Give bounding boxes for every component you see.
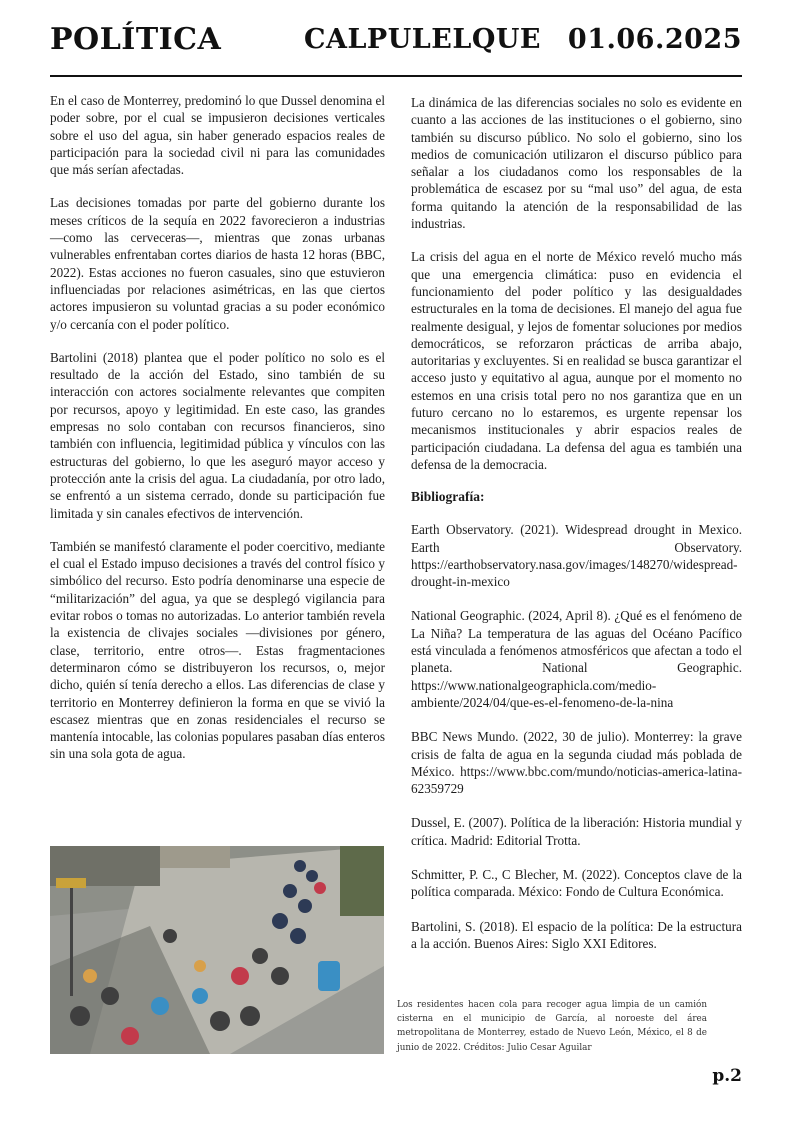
paragraph: También se manifestó claramente el poder coercitivo, mediante el cual el Estado impuso decisiones a través del control físico y simbólico del recurso. Esto podría denominarse una especie de “militarización” del agua, ya que se desplegó vigilancia para evitar robos o tomas no autorizadas. Lo anterior también revela la existencia de clivajes sociales —divisiones por género, clase, territorio, entre otros—. Estas fragmentaciones determinaron cómo se distribuyeron los recursos, o, mejor dicho, quién sí tenía derecho a ellos. Las diferencias de clase y territorio en Monterrey definieron la forma en que se vivió la escasez mientras que en zonas residenciales el recurso se mantenía intocable, las colonias populares pasaban días enteros sin una sola gota de agua. <box>50 538 385 762</box>
paragraph: La crisis del agua en el norte de México reveló mucho más que una emergencia climática: puso en evidencia el funcionamiento del poder político y las desigualdades estructurales en la toma de decisiones. El manejo del agua fue realmente desigual, y lejos de fomentar soluciones por medios democráticos, se reforzaron prácticas de arriba abajo, autoritarias y excluyentes. Si en realidad se busca garantizar el acceso justo y equitativo al agua, aunque por el momento no estemos en una crisis total pero no nos garantiza que en un futuro cercano no lo estaremos, es urgente repensar los mecanismos institucionales y abrir espacios reales de participación ciudadana. La defensa del agua es también una defensa de la democracia. <box>411 249 742 472</box>
bibliography-entry: National Geographic. (2024, April 8). ¿Qué es el fenómeno de La Niña? La temperatura de las aguas del Océano Pacífico está vinculada a fenómenos atmosféricos que afectan a todo el planeta. National Geographic. https://www.nationalgeographicla.com/medio-ambiente/2024/04/que-es-el-fenomeno-de-la-nina <box>411 608 742 710</box>
page-header <box>50 24 742 74</box>
bibliography-entry: Earth Observatory. (2021). Widespread drought in Mexico. Earth Observatory. https://earthobservatory.nasa.gov/images/148270/widespread-drought-in-mexico <box>411 522 742 590</box>
news-photo <box>50 846 384 1054</box>
page-number: p.2 <box>712 1066 742 1086</box>
location-title: CALPULELQUE <box>304 24 541 55</box>
paragraph: Las decisiones tomadas por parte del gobierno durante los meses críticos de la sequía en 2022 favorecieron a industrias —como las cerveceras—, mientras que zonas urbanas vulnerables enfrentaban cortes diarios de hasta 12 horas (BBC, 2022). Estas acciones no fueron casuales, sino que estuvieron influenciadas por relaciones asimétricas, en las que ciertos actores impusieron su voluntad gracias a su poder económico y/o cercanía con el poder político. <box>50 195 385 332</box>
bibliography-entry: Dussel, E. (2007). Política de la liberación: Historia mundial y crítica. Madrid: Editorial Trotta. <box>411 815 742 848</box>
bibliography-entry: Schmitter, P. C., C Blecher, M. (2022). Conceptos clave de la política comparada. México: Fondo de Cultura Económica. <box>411 866 742 900</box>
right-column <box>411 94 742 969</box>
bibliography-entry: BBC News Mundo. (2022, 30 de julio). Monterrey: la grave crisis de falta de agua en la segunda ciudad más poblada de México. https://www.bbc.com/mundo/noticias-america-latina-62359729 <box>411 729 742 797</box>
issue-date: 01.06.2025 <box>567 24 742 55</box>
photo-caption: Los residentes hacen cola para recoger agua limpia de un camión cisterna en el municipio de García, al noroeste del área metropolitana de Monterrey, estado de Nuevo León, México, el 8 de junio de 2022. Créditos: Julio Cesar Aguilar <box>397 1000 707 1053</box>
paragraph: En el caso de Monterrey, predominó lo que Dussel denomina el poder sobre, por el cual se impusieron decisiones verticales sobre el uso del agua, sin haber generado espacios reales de participación para la sociedad civil ni para las comunidades que más serían afectadas. <box>50 93 385 178</box>
paragraph: Bartolini (2018) plantea que el poder político no solo es el resultado de la acción del Estado, sino también de su interacción con actores socialmente relevantes que compiten por recursos, apoyo y legitimidad. En este caso, las grandes empresas no solo contaban con recursos financieros, sino también con influencia, legitimidad pública y vínculos con las estructuras del gobierno, lo que les aseguró mayor acceso y protección ante la crisis del agua. La ciudadanía, por otro lado, se enfrentó a un sistema cerrado, donde su participación fue limitada y sin canales efectivos de intervención. <box>50 349 385 521</box>
left-column <box>50 92 385 779</box>
paragraph: La dinámica de las diferencias sociales no solo es evidente en cuanto a las acciones de las instituciones o el gobierno, sino también su discurso público. No solo el gobierno, sino los medios de comunicación utilizaron el discurso público para señalar a los ciudadanos como los responsables de la problemática de escasez por su “mal uso” del agua, de esta forma quitando la atención de la responsabilidad de las industrias. <box>411 95 742 232</box>
section-title: POLÍTICA <box>50 22 222 57</box>
header-rule <box>50 75 742 77</box>
bibliography-entry: Bartolini, S. (2018). El espacio de la política: De la estructura a la acción. Buenos Aires: Siglo XXI Editores. <box>411 918 742 951</box>
bibliography-heading: Bibliografía: <box>411 489 485 505</box>
water-queue-photo <box>50 846 384 1054</box>
